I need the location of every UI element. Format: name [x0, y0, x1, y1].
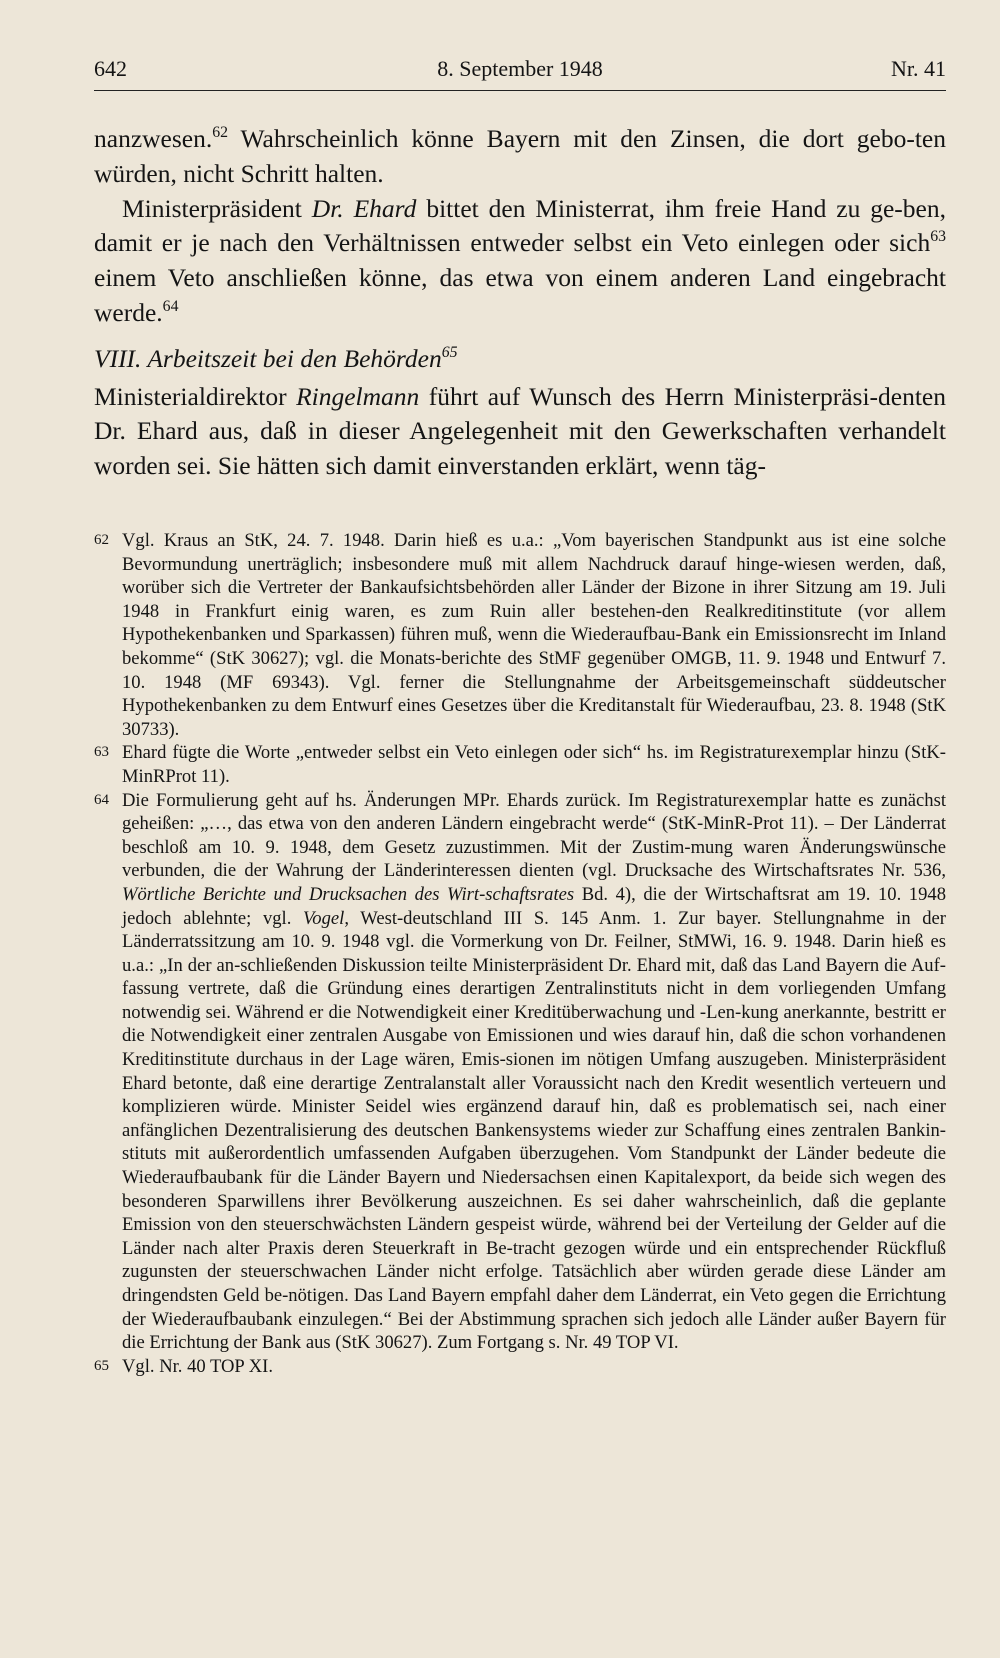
header-date: 8. September 1948 [437, 56, 603, 81]
running-header [94, 56, 946, 90]
footnote-ref-64[interactable]: 64 [162, 298, 179, 316]
header-rule [94, 90, 946, 91]
footnote-62 [94, 529, 946, 741]
footnote-number: 64 [94, 791, 109, 808]
footnote-text: Die Formulierung geht auf hs. Änderungen MPr. Ehards zurück. Im Registraturexemplar hatte es zunächst geheißen: „…, das etwa von den anderen Ländern eingebracht werde“ (StK-MinR-Prot 11). – Der Länderrat beschloß am 10. 9. 1948, dem Gesetz zuzustimmen. Mit der Zustim-mung waren Änderungswünsche verbunden, die der Wahrung der Länderinteressen dienten (vgl. Drucksache des Wirtschaftsrates Nr. 536, Wörtliche Berichte und Drucksachen des Wirt-schaftsrates Bd. 4), die der Wirtschaftsrat am 19. 10. 1948 jedoch ablehnte; vgl. Vogel, West-deutschland III S. 145 Anm. 1. Zur bayer. Stellungnahme in der Länderratssitzung am 10. 9. 1948 vgl. die Vormerkung von Dr. Feilner, StMWi, 16. 9. 1948. Darin hieß es u.a.: „In der an-schließenden Diskussion teilte Ministerpräsident Dr. Ehard mit, daß das Land Bayern die Auf-fassung vertrete, daß die Gründung eines derartigen Zentralinstituts nicht in dem vorliegenden Umfang notwendig sei. Während er die Notwendigkeit einer Kreditüberwachung und -Len-kung anerkannte, bestritt er die Notwendigkeit einer zentralen Ausgabe von Emissionen und wies darauf hin, daß die schon vorhandenen Kreditinstitute durchaus in der Lage wären, Emis-sionen im nötigen Umfang auszugeben. Ministerpräsident Ehard betonte, daß eine derartige Zentralanstalt aller Voraussicht nach den Kredit wesentlich verteuern und komplizieren würde. Minister Seidel wies ergänzend darauf hin, daß es problematisch sei, nach einer anfänglichen Dezentralisierung des deutschen Bankensystems wieder zur Schaffung eines zentralen Bankin-stituts mit außerordentlich umfassenden Aufgaben überzugehen. Vom Standpunkt der Länder bedeute die Wiederaufbaubank für die Länder Bayern und Niedersachsen einen Kapitalexport, da beide sich wegen des besonderen Sparwillens ihrer Bevölkerung auszeichnen. Es sei daher wahrscheinlich, daß die geplante Emission von den steuerschwächsten Ländern gespeist würde, während bei der Verteilung der Gelder auf die Länder nach alter Praxis deren Steuerkraft in Be-tracht gezogen würde und ein entsprechender Rückfluß zugunsten der steuerschwachen Länder nicht erfolge. Tatsächlich aber würden gerade diese Länder am dringendsten Geld be-nötigen. Das Land Bayern empfahl daher dem Länderrat, ein Veto gegen die Errichtung der Wiederaufbaubank einzulegen.“ Bei der Abstimmung sprachen sich jedoch alle Länder außer Bayern für die Errichtung der Bank aus (StK 30627). Zum Fortgang s. Nr. 49 TOP VI. [122, 789, 947, 1354]
footnote-64 [94, 789, 946, 1355]
footnote-65 [94, 1355, 946, 1379]
header-issue-number: Nr. 41 [891, 56, 946, 81]
footnote-text: Vgl. Kraus an StK, 24. 7. 1948. Darin hieß es u.a.: „Vom bayerischen Standpunkt aus ist eine solche Bevormundung unerträglich; insbesondere muß mit allem Nachdruck darauf hinge-wiesen werden, daß, worüber sich die Vertreter der Bankaufsichtsbehörden aller Länder der Bizone in ihrer Sitzung am 19. Juli 1948 in Frankfurt einig waren, es zum Ruin aller bestehen-den Realkreditinstitute (vor allem Hypothekenbanken und Sparkassen) führen muß, wenn die Wiederaufbau-Bank ein Emissionsrecht im Inland bekomme“ (StK 30627); vgl. die Monats-berichte des StMF gegenüber OMGB, 11. 9. 1948 und Entwurf 7. 10. 1948 (MF 69343). Vgl. ferner die Stellungnahme der Arbeitsgemeinschaft süddeutscher Hypothekenbanken zu dem Entwurf eines Gesetzes über die Kreditanstalt für Wiederaufbau, 23. 8. 1948 (StK 30733). [122, 530, 946, 740]
footnote-number: 62 [94, 532, 109, 548]
footnote-ref-65[interactable]: 65 [441, 343, 458, 361]
document-page [94, 0, 946, 1658]
cited-title: Wörtliche Berichte und Drucksachen des Wirt-schaftsrates [122, 883, 575, 905]
person-name: Ringelmann [296, 381, 420, 411]
footnote-ref-63[interactable]: 63 [930, 228, 946, 246]
footnotes [94, 529, 946, 1378]
footnote-text: Vgl. Nr. 40 TOP XI. [122, 1355, 274, 1377]
paragraph-continuation: nanzwesen.$^{62}$ Wahrscheinlich könne Bayern mit den Zinsen, die dort gebo-ten würden, nicht Schritt halten. [94, 124, 946, 188]
main-text [94, 122, 946, 484]
footnote-ref-62[interactable]: 62 [212, 124, 229, 142]
footnote-text: Ehard fügte die Worte „entweder selbst ein Veto einlegen oder sich“ hs. im Registraturexemplar hinzu (StK-MinRProt 11). [122, 742, 946, 787]
page-number: 642 [94, 56, 127, 81]
footnote-number: 63 [94, 744, 109, 761]
paragraph-ehard: Ministerpräsident Dr. Ehard bittet den Ministerrat, ihm freie Hand zu ge-ben, damit er je nach den Verhältnissen entweder selbst ein Veto einlegen oder sich$^{63}$ einem Veto anschließen könne, das etwa von einem anderen Land eingebracht werde.$^{64}$ [94, 193, 946, 327]
person-name: Dr. Ehard [311, 193, 417, 223]
footnote-63 [94, 741, 946, 788]
section-heading: VIII. Arbeitszeit bei den Behörden$^{65}$ [94, 343, 458, 373]
paragraph-ringelmann: Ministerialdirektor Ringelmann führt auf Wunsch des Herrn Ministerpräsi-denten Dr. Ehard aus, daß in dieser Angelegenheit mit den Gewerkschaften verhandelt worden sei. Sie hätten sich damit einverstanden erklärt, wenn täg- [94, 381, 947, 481]
cited-author: Vogel [303, 907, 345, 929]
footnote-number: 65 [94, 1357, 109, 1374]
